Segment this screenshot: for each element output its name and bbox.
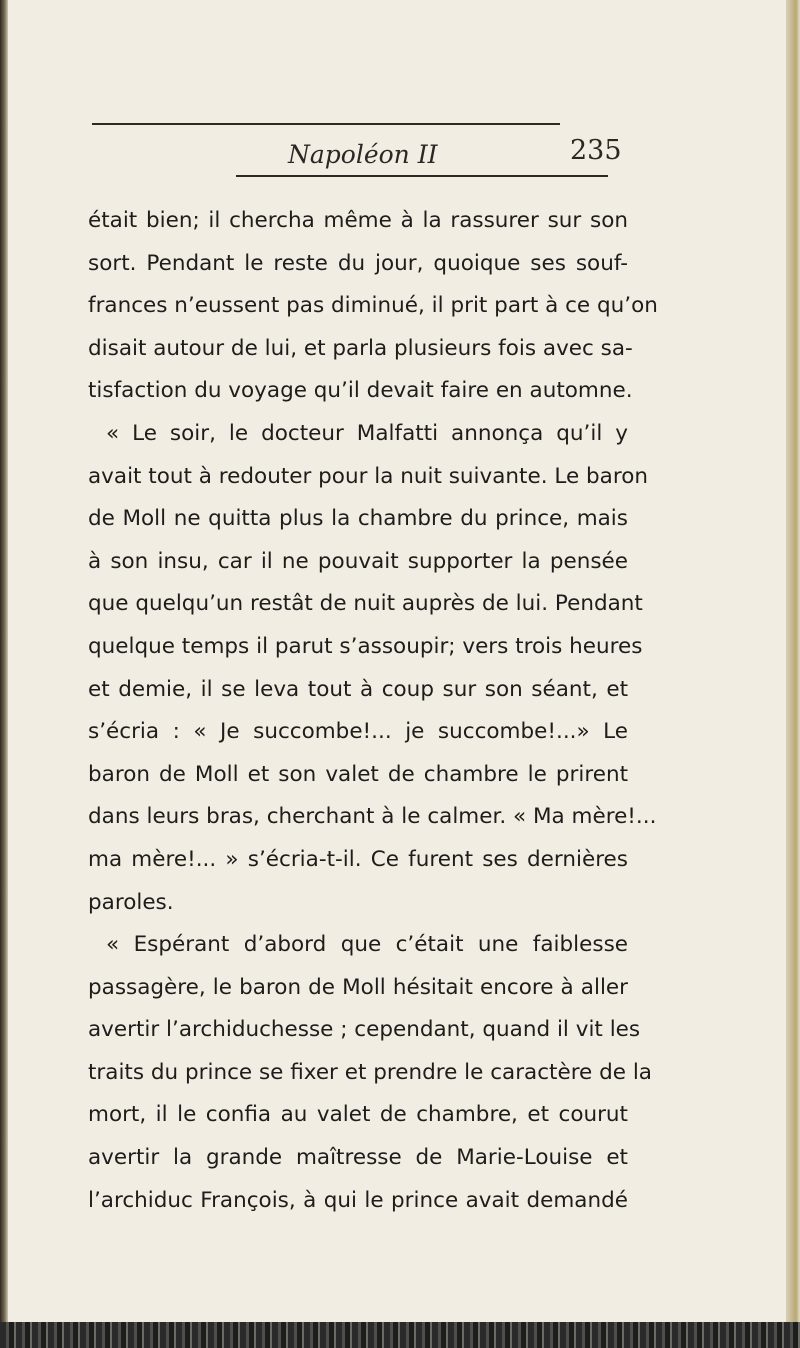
text-line: était bien; il chercha même à la rassurer sur son — [88, 208, 628, 233]
text-line: sort. Pendant le reste du jour, quoique ses souf- — [88, 250, 628, 276]
page-right-edge — [786, 0, 800, 1348]
text-line: disait autour de lui, et parla plusieurs fois avec sa- — [88, 335, 633, 361]
text-line: avait tout à redouter pour la nuit suivante. Le baron — [88, 463, 649, 489]
text-line: dans leurs bras, cherchant à le calmer. « Ma mère!... — [88, 804, 657, 830]
text-line: et demie, il se leva tout à coup sur son séant, et — [88, 676, 628, 702]
body-text — [88, 200, 658, 1222]
running-title: Napoléon II — [288, 140, 438, 169]
text-line: avertir l’archiduchesse ; cependant, quand il vit les — [88, 1017, 641, 1043]
text-line: que quelqu’un restât de nuit auprès de lui. Pendant — [88, 591, 643, 617]
page-number: 235 — [570, 135, 622, 166]
text-line: l’archiduc François, à qui le prince avait demandé — [88, 1187, 628, 1213]
text-line: baron de Moll et son valet de chambre le prirent — [88, 761, 628, 787]
text-line: mort, il le confia au valet de chambre, et courut — [88, 1102, 628, 1128]
text-line: traits du prince se fixer et prendre le caractère de la — [88, 1059, 652, 1085]
text-line: paroles. — [88, 889, 174, 915]
text-line: « Espérant d’abord que c’était une faiblesse — [106, 932, 628, 958]
text-line: ma mère!... » s’écria-t-il. Ce furent ses dernières — [88, 846, 628, 872]
header-rule-top — [92, 123, 560, 125]
text-line: quelque temps il parut s’assoupir; vers trois heures — [88, 633, 643, 659]
text-line: tisfaction du voyage qu’il devait faire en automne. — [88, 378, 633, 404]
scan-bottom-strip — [0, 1322, 800, 1348]
text-line: avertir la grande maîtresse de Marie-Louise et — [88, 1145, 628, 1171]
text-line: à son insu, car il ne pouvait supporter la pensée — [88, 548, 628, 574]
page-binding-edge — [0, 0, 8, 1348]
text-line: de Moll ne quitta plus la chambre du prince, mais — [88, 506, 628, 532]
text-line: s’écria : « Je succombe!... je succombe!...» Le — [88, 719, 628, 745]
text-line: « Le soir, le docteur Malfatti annonça qu’il y — [106, 420, 628, 446]
header-rule-bottom — [236, 175, 608, 177]
text-line: passagère, le baron de Moll hésitait encore à aller — [88, 974, 628, 1000]
text-line: frances n’eussent pas diminué, il prit part à ce qu’on — [88, 293, 658, 319]
